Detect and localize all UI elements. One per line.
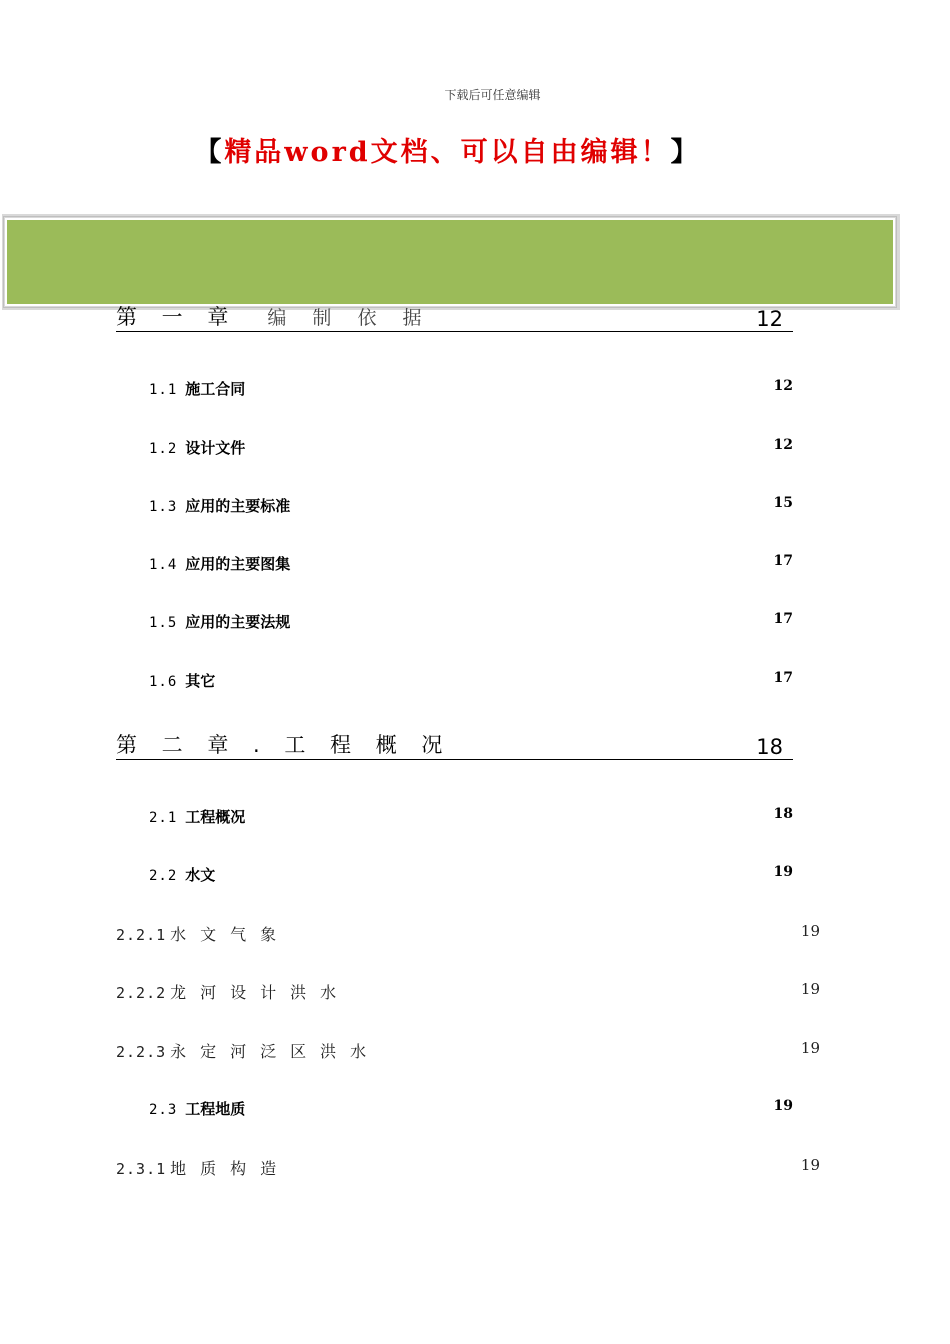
banner-title (0, 130, 895, 169)
toc-subsection-title: 水文气象 (170, 925, 291, 944)
toc-subsection-number: 2.3.1 (116, 1160, 167, 1178)
toc-section-title: 水文 (185, 866, 216, 884)
toc-section-title: 应用的主要图集 (185, 555, 291, 573)
toc-subsection-title: 地质构造 (170, 1159, 291, 1178)
toc-section-number: 1.2 (149, 441, 178, 457)
toc-section-number: 1.6 (149, 674, 178, 690)
toc-section-number: 1.1 (149, 382, 178, 398)
header-note: 下载后可任意编辑 (444, 88, 541, 102)
toc-section-page: 19 (773, 864, 793, 880)
toc-section-title: 应用的主要法规 (185, 613, 291, 631)
toc-chapter[interactable] (116, 733, 793, 760)
toc-section-title: 应用的主要标准 (185, 497, 291, 515)
toc-subsection-number: 2.2.1 (116, 926, 167, 944)
toc-section-number: 1.4 (149, 557, 178, 573)
banner-left-bracket: 【 (194, 137, 225, 168)
toc-section-page: 18 (773, 806, 793, 822)
toc-section-page: 12 (773, 378, 793, 394)
toc-section-number: 1.3 (149, 499, 178, 515)
toc-subsection-title: 龙河设计洪水 (170, 983, 351, 1002)
banner-text: 精品word文档、可以自由编辑！ (224, 137, 671, 168)
toc-subsection-page: 19 (800, 980, 820, 998)
toc-chapter-title: 第 二 章 . 工 程 概 况 (116, 733, 452, 757)
toc-section-title: 工程概况 (185, 808, 246, 826)
toc-subsection-number: 2.2.2 (116, 984, 167, 1002)
toc-section-title: 施工合同 (185, 380, 246, 398)
toc-chapter[interactable] (116, 305, 793, 332)
toc-section-title: 设计文件 (185, 439, 246, 457)
toc-section-page: 17 (773, 611, 793, 627)
toc-section-title: 工程地质 (185, 1100, 246, 1118)
toc-subsection-title: 永定河泛区洪水 (170, 1042, 381, 1061)
green-title-box (5, 218, 895, 306)
banner-right-bracket: 】 (670, 137, 701, 168)
toc-section-page: 19 (773, 1098, 793, 1114)
toc-chapter-title (116, 301, 431, 331)
toc-chapter-number: 第 一 章 (116, 305, 238, 329)
toc-section-title: 其它 (185, 672, 216, 690)
toc-section-number: 2.1 (149, 810, 178, 826)
toc-section-page: 12 (773, 437, 793, 453)
toc-section-page: 17 (773, 553, 793, 569)
toc-chapter-page: 18 (756, 735, 783, 759)
toc-subsection-page: 19 (800, 1039, 820, 1057)
toc-chapter-subtitle: 编 制 依 据 (267, 307, 432, 329)
toc-section-page: 15 (773, 495, 793, 511)
toc-section-number: 1.5 (149, 615, 178, 631)
toc-chapter-page: 12 (756, 307, 783, 331)
toc-section-number: 2.2 (149, 868, 178, 884)
toc-subsection-page: 19 (800, 1156, 820, 1174)
toc-subsection-page: 19 (800, 922, 820, 940)
toc-subsection-number: 2.2.3 (116, 1043, 167, 1061)
toc-section-page: 17 (773, 670, 793, 686)
toc-section-number: 2.3 (149, 1102, 178, 1118)
